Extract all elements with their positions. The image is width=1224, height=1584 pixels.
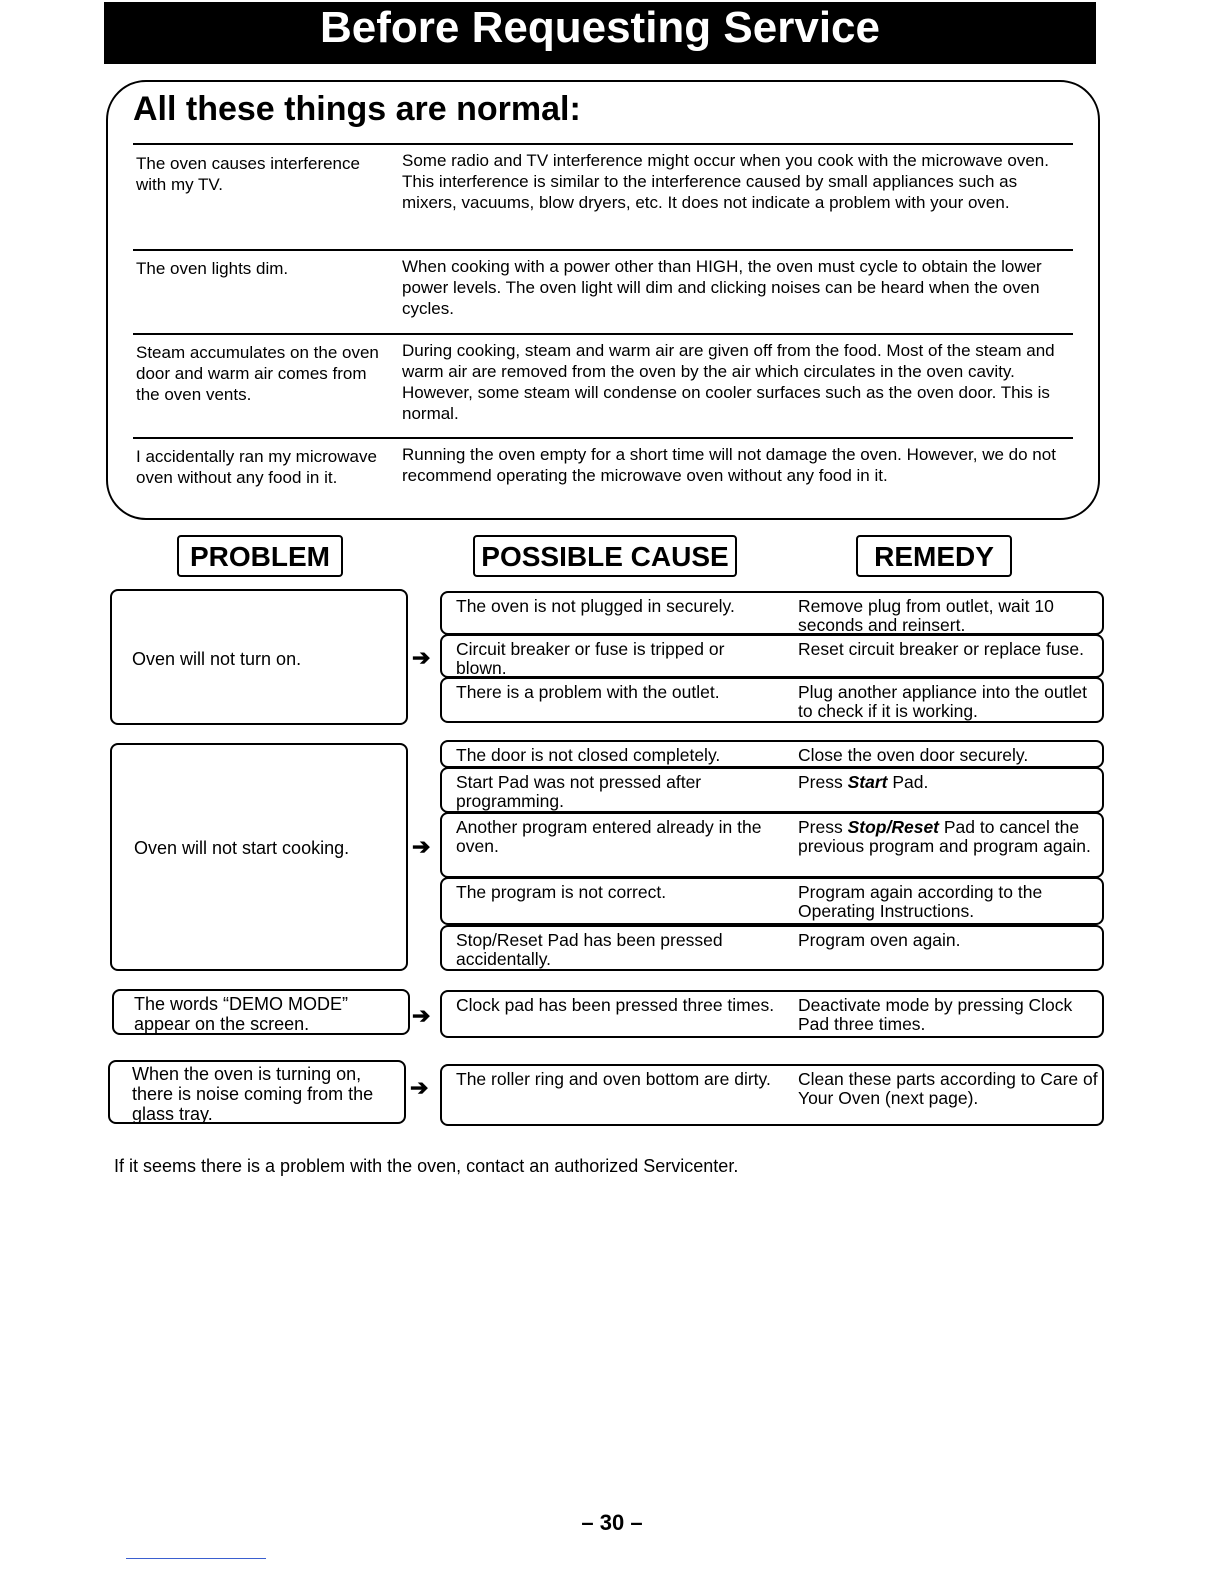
- remedy-text: Clean these parts according to Care of Your Oven (next page).: [798, 1069, 1098, 1108]
- divider: [126, 1558, 266, 1559]
- remedy-text: Program again according to the Operating Instructions.: [798, 882, 1043, 921]
- cause-row: [440, 677, 1104, 723]
- stop-reset-pad-label: Stop/Reset: [847, 817, 940, 837]
- problem-text: When the oven is turning on, there is noise coming from the glass tray.: [132, 1064, 374, 1124]
- cause-text: The door is not closed completely.: [456, 745, 721, 765]
- remedy-text: [798, 818, 1098, 856]
- divider: [133, 143, 1073, 145]
- cause-row: [440, 591, 1104, 635]
- start-pad-label: Start: [847, 772, 888, 792]
- cause-text: The roller ring and oven bottom are dirty.: [456, 1069, 771, 1089]
- cause-row: [440, 767, 1104, 813]
- remedy-text: Close the oven door securely.: [798, 745, 1029, 765]
- cause-header: POSSIBLE CAUSE: [473, 535, 737, 577]
- normal-answer: Some radio and TV interference might occur when you cook with the microwave oven. This interference is similar to the interference caused by small appliances such as mixers, vacuums, blow dryers, etc. It does not indicate a problem with your oven.: [402, 151, 1049, 212]
- problem-box: [110, 589, 408, 725]
- cause-row: [440, 990, 1104, 1038]
- divider: [133, 437, 1073, 439]
- remedy-text: Plug another appliance into the outlet to check if it is working.: [798, 682, 1087, 721]
- arrow-icon: ➔: [412, 645, 431, 670]
- cause-row: [440, 877, 1104, 925]
- remedy-text: Reset circuit breaker or replace fuse.: [798, 639, 1084, 659]
- cause-row: [440, 1064, 1104, 1126]
- remedy-header: REMEDY: [856, 535, 1012, 577]
- cause-text: Circuit breaker or fuse is tripped or blown.: [456, 639, 725, 678]
- normal-answer: When cooking with a power other than HIGH, the oven must cycle to obtain the lower power levels. The oven light will dim and clicking noises can be heard when the oven cycles.: [402, 257, 1042, 318]
- normal-question: I accidentally ran my microwave oven without any food in it.: [136, 447, 377, 487]
- cause-text: Another program entered already in the oven.: [456, 817, 762, 856]
- arrow-icon: ➔: [412, 834, 431, 859]
- cause-row: [440, 740, 1104, 768]
- problem-box: [110, 743, 408, 971]
- problem-text: The words “DEMO MODE” appear on the screen.: [134, 994, 349, 1034]
- page-title-banner: Before Requesting Service: [104, 2, 1096, 64]
- divider: [133, 249, 1073, 251]
- arrow-icon: ➔: [412, 1003, 431, 1028]
- cause-row: [440, 634, 1104, 678]
- cause-text: Start Pad was not pressed after programming.: [456, 772, 702, 811]
- cause-text: Clock pad has been pressed three times.: [456, 995, 775, 1015]
- problem-box: [112, 989, 410, 1035]
- remedy-text: [798, 773, 1098, 792]
- remedy-pre: Press: [798, 772, 848, 792]
- problem-header: PROBLEM: [177, 535, 343, 577]
- normal-question: The oven causes interference with my TV.: [136, 154, 360, 194]
- cause-text: There is a problem with the outlet.: [456, 682, 720, 702]
- cause-text: The oven is not plugged in securely.: [456, 596, 735, 616]
- cause-row: [440, 925, 1104, 971]
- remedy-post: Pad to cancel the previous program and program again.: [798, 817, 1091, 856]
- remedy-pre: Press: [798, 817, 848, 837]
- cause-text: Stop/Reset Pad has been pressed accidentally.: [456, 930, 723, 969]
- problem-text: Oven will not turn on.: [132, 649, 302, 669]
- divider: [133, 333, 1073, 335]
- normal-question: The oven lights dim.: [136, 259, 289, 278]
- normal-heading: All these things are normal:: [133, 90, 581, 128]
- cause-row: [440, 812, 1104, 878]
- remedy-post: Pad.: [887, 772, 929, 792]
- normal-answer: During cooking, steam and warm air are given off from the food. Most of the steam and warm air are removed from the oven by the air which circulates in the oven cavity. However, some steam will condense on cooler surfaces such as the oven door. This is normal.: [402, 341, 1055, 423]
- cause-text: The program is not correct.: [456, 882, 667, 902]
- normal-answer: Running the oven empty for a short time will not damage the oven. However, we do not recommend operating the microwave oven without any food in it.: [402, 445, 1056, 485]
- remedy-text: Program oven again.: [798, 930, 961, 950]
- normal-question: Steam accumulates on the oven door and warm air comes from the oven vents.: [136, 343, 379, 404]
- problem-box: [108, 1060, 406, 1124]
- arrow-icon: ➔: [410, 1075, 429, 1100]
- remedy-text: Remove plug from outlet, wait 10 seconds and reinsert.: [798, 596, 1054, 635]
- problem-text: Oven will not start cooking.: [134, 838, 350, 858]
- page-number: – 30 –: [581, 1510, 643, 1535]
- footer-note: If it seems there is a problem with the oven, contact an authorized Servicenter.: [114, 1156, 739, 1176]
- remedy-text: Deactivate mode by pressing Clock Pad three times.: [798, 995, 1073, 1034]
